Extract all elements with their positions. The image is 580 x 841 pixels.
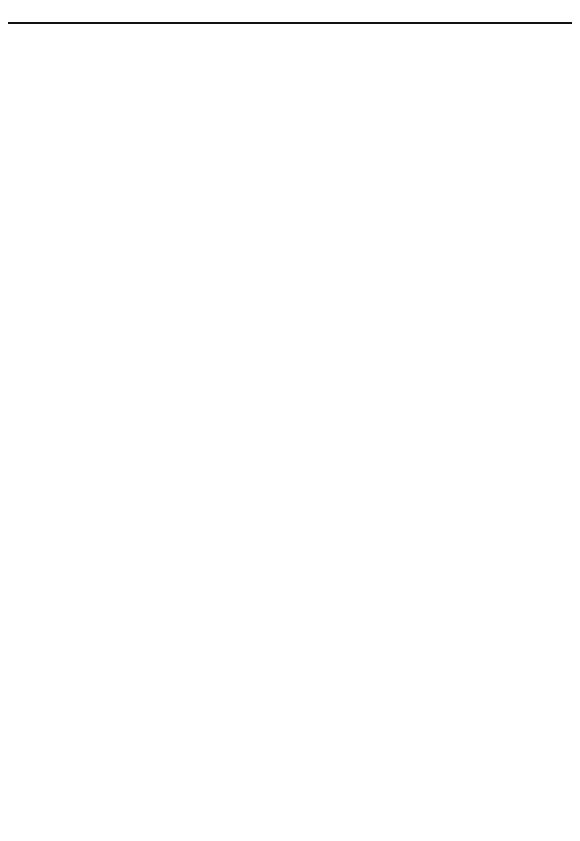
page-header — [8, 6, 572, 24]
bottom-section-bar — [8, 685, 572, 699]
